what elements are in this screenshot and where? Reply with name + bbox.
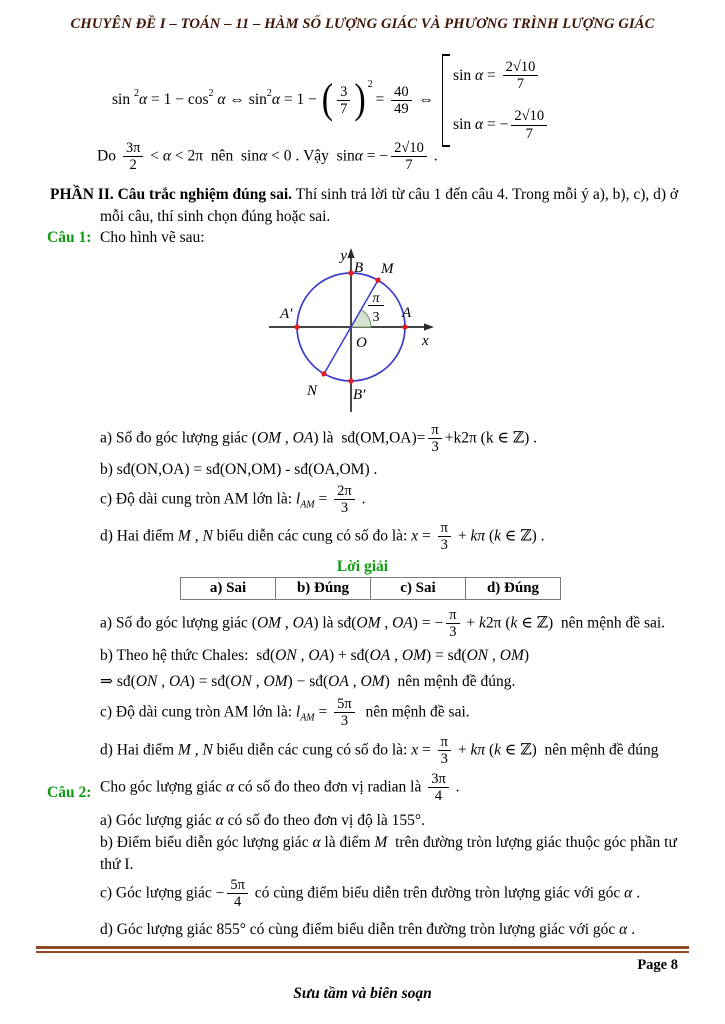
- label-point-B: B: [354, 260, 364, 276]
- solution-line-d: d) Hai điểm M , N biểu diễn các cung có số đo là: x = $\frac{\pi}{3}$ + kπ (k ∈ ℤ) nên mệnh đề đúng: [100, 734, 659, 768]
- answer-cell-c: c) Sai: [371, 578, 466, 600]
- point-dot-N: [321, 371, 326, 376]
- label-point-A-prime: A′: [280, 306, 293, 322]
- question1-label: Câu 1:: [47, 229, 92, 246]
- page-header-title: CHUYÊN ĐỀ I – TOÁN – 11 – HÀM SỐ LƯỢNG GIÁC VÀ PHƯƠNG TRÌNH LƯỢNG GIÁC: [70, 16, 655, 32]
- part2-heading: [50, 184, 684, 229]
- question2-statement-b: b) Điểm biểu diễn góc lượng giác α là điểm M trên đường tròn lượng giác thuộc góc phần tư thứ I.: [100, 834, 681, 873]
- answer-cell-d: d) Đúng: [466, 578, 561, 600]
- solution-line-b1: b) Theo hệ thức Chales: sđ(ON , OA) + sđ(OA , OM) = sđ(ON , OM): [100, 647, 530, 664]
- point-dot-B-prime: [348, 378, 353, 383]
- fraction: $\frac{2√10}{7}$: [391, 140, 427, 173]
- answer-cell-a: a) Sai: [181, 578, 276, 600]
- label-y-axis: y: [340, 248, 347, 264]
- formula-derivation-line: $\sin ^2\alpha = 1 - \cos^2 \alpha$ ⇔ $\sin^2\alpha = 1$ − ( $\frac{3}{7}$ ) 2 = $\frac{40}{49}$ ⇔ sin α = $\frac{2√10}{7}$ sin α = − $\frac{2√10}{7}$: [112, 54, 687, 147]
- fraction: $\frac{2\pi}{3}$: [334, 483, 355, 516]
- fraction: $\frac{\pi}{3}$: [428, 422, 441, 455]
- cases-bracket: sin α = $\frac{2√10}{7}$ sin α = − $\frac{2√10}{7}$: [442, 54, 550, 147]
- footer-credit: Sưu tầm và biên soạn: [293, 985, 432, 1002]
- page-number: Page 8: [637, 957, 678, 973]
- fraction: $\frac{5\pi}{3}$: [334, 696, 355, 729]
- label-origin-O: O: [356, 335, 367, 351]
- fraction: $\frac{2√10}{7}$: [511, 108, 547, 141]
- statement-c: c) Độ dài cung tròn AM lớn là: $l_{AM}$ = $\frac{2\pi}{3}$ .: [100, 483, 366, 517]
- angle-label-numerator: π: [372, 291, 380, 306]
- point-dot-M: [375, 278, 380, 283]
- question2-label: Câu 2:: [47, 784, 92, 801]
- point-dot-B: [348, 270, 353, 275]
- fraction: $\frac{5\pi}{4}$: [227, 877, 248, 910]
- point-dot-A-prime: [294, 324, 299, 329]
- label-point-M: M: [381, 261, 394, 277]
- answers-row: [181, 578, 561, 600]
- question2-statements: [100, 811, 682, 942]
- question1-statements: [100, 421, 688, 555]
- unit-circle-diagram: [252, 242, 477, 416]
- fraction: $\frac{3}{7}$: [337, 84, 350, 117]
- part2-heading-bold: PHẦN II. Câu trắc nghiệm đúng sai.: [50, 186, 292, 203]
- statement-d: d) Hai điểm M , N biểu diễn các cung có số đo là: x = $\frac{\pi}{3}$ + kπ (k ∈ ℤ) .: [100, 520, 545, 554]
- label-point-B-prime: B′: [353, 387, 366, 403]
- statement-b: b) sđ(ON,OA) = sđ(ON,OM) - sđ(OA,OM) .: [100, 461, 378, 478]
- angle-label-denominator: 3: [372, 310, 380, 325]
- question1-intro: Cho hình vẽ sau:: [100, 229, 205, 246]
- part2-heading-rest: Thí sinh trả lời từ câu 1 đến câu 4. Trong mỗi ý a), b), c), d) ở mỗi câu, thí sinh chọn đúng hoặc sai.: [100, 186, 679, 226]
- answers-table: [180, 577, 561, 600]
- solution-line-c: c) Độ dài cung tròn AM lớn là: $l_{AM}$ = $\frac{5\pi}{3}$ nên mệnh đề sai.: [100, 696, 470, 730]
- fraction: $\frac{3\pi}{2}$: [123, 140, 144, 173]
- fraction: $\frac{\pi}{3}$: [438, 734, 451, 767]
- formula-conclusion-line: Do $\frac{3\pi}{2}$ < α < 2π nên sinα < 0 . Vậy sinα = − $\frac{2√10}{7}$ .: [97, 140, 438, 174]
- solution-line-b2: ⇒ sđ(ON , OA) = sđ(ON , OM) − sđ(OA , OM) nên mệnh đề đúng.: [100, 673, 516, 690]
- label-point-N: N: [307, 383, 318, 399]
- fraction: $\frac{\pi}{3}$: [446, 607, 459, 640]
- solution-line-a: a) Số đo góc lượng giác (OM , OA) là sđ(OM , OA) = − $\frac{\pi}{3}$ + k2π (k ∈ ℤ) nên mệnh đề sai.: [100, 607, 666, 641]
- fraction: $\frac{40}{49}$: [391, 84, 412, 117]
- y-axis-arrow-icon: [347, 248, 354, 258]
- fraction: $\frac{3\pi}{4}$: [428, 771, 449, 804]
- x-axis-arrow-icon: [424, 323, 434, 330]
- question2-intro: Cho góc lượng giác α có số đo theo đơn vị radian là $\frac{3\pi}{4}$ .: [100, 771, 460, 805]
- question2-statement-c: c) Góc lượng giác − $\frac{5\pi}{4}$ có cùng điểm biểu diễn trên đường tròn lượng giác với góc α .: [100, 876, 641, 911]
- question2-statement-d: d) Góc lượng giác 855° có cùng điểm biểu diễn trên đường tròn lượng giác với góc α .: [100, 920, 636, 938]
- fraction: $\frac{2√10}{7}$: [503, 59, 539, 92]
- label-point-A: A: [402, 305, 412, 321]
- solution-title: Lời giải: [336, 558, 389, 575]
- footer-rule: [36, 946, 689, 953]
- question2-statement-a: a) Góc lượng giác α có số đo theo đơn vị độ là 155°.: [100, 812, 425, 829]
- label-x-axis: x: [422, 333, 429, 349]
- fraction: $\frac{\pi}{3}$: [438, 520, 451, 553]
- parenthesized-fraction: ( $\frac{3}{7}$ ) 2: [321, 76, 373, 123]
- point-dot-A: [402, 324, 407, 329]
- angle-sector: [351, 310, 371, 327]
- solution-body: [100, 606, 695, 769]
- answer-cell-b: b) Đúng: [276, 578, 371, 600]
- statement-a: a) Số đo góc lượng giác (OM , OA) là sđ(OM,OA)= $\frac{\pi}{3}$ +k2π (k ∈ ℤ) .: [100, 422, 538, 456]
